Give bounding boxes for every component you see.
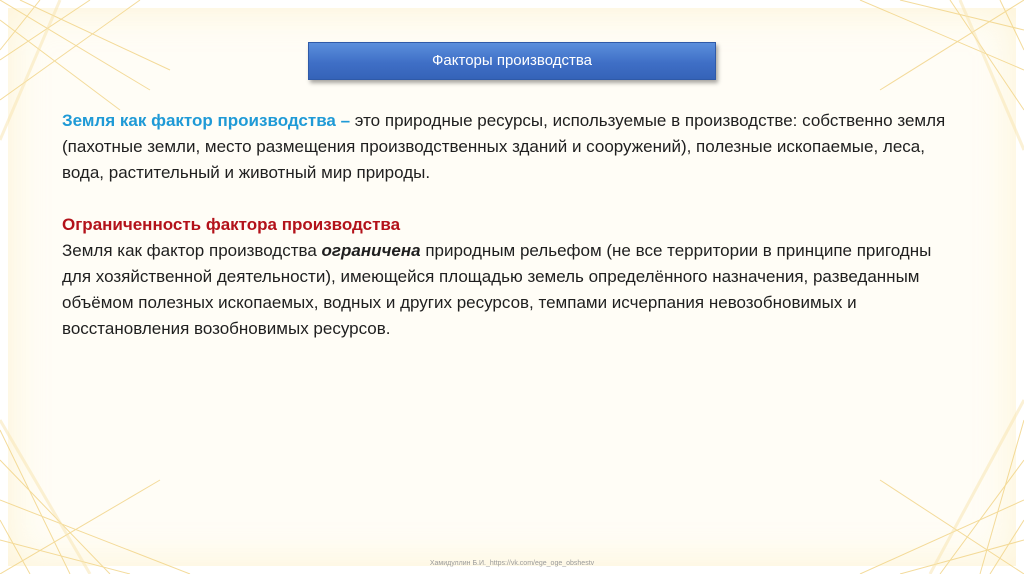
limitation-heading: Ограниченность фактора производства (62, 215, 401, 234)
paragraph-gap (62, 186, 962, 212)
limitation-text-before: Земля как фактор производства (62, 241, 322, 260)
slide-body (62, 108, 962, 342)
definition-term: Земля как фактор производства – (62, 111, 351, 130)
definition-text: это природные ресурсы, используемые в производстве: собственно земля (пахотные земли, место размещения производственных зданий и сооружений), полезные ископаемые, леса, вода, растительный и животный мир природы. (62, 111, 946, 182)
limitation-paragraph (62, 238, 962, 342)
footer-credit: Хамидуллин Б.И._https://vk.com/ege_oge_obshestv (429, 560, 595, 567)
definition-paragraph (62, 108, 962, 186)
limitation-emphasis: ограничена (321, 241, 421, 260)
slide-title: Факторы производства (308, 42, 716, 80)
limitation-text-after: природным рельефом (не все территории в принципе пригодны для хозяйственной деятельности), имеющейся площадью земель определённого назначения, разведанным объёмом полезных ископаемых, водных и других ресурсов, темпами исчерпания невозобновимых и восстановления возобновимых ресурсов. (62, 241, 932, 338)
